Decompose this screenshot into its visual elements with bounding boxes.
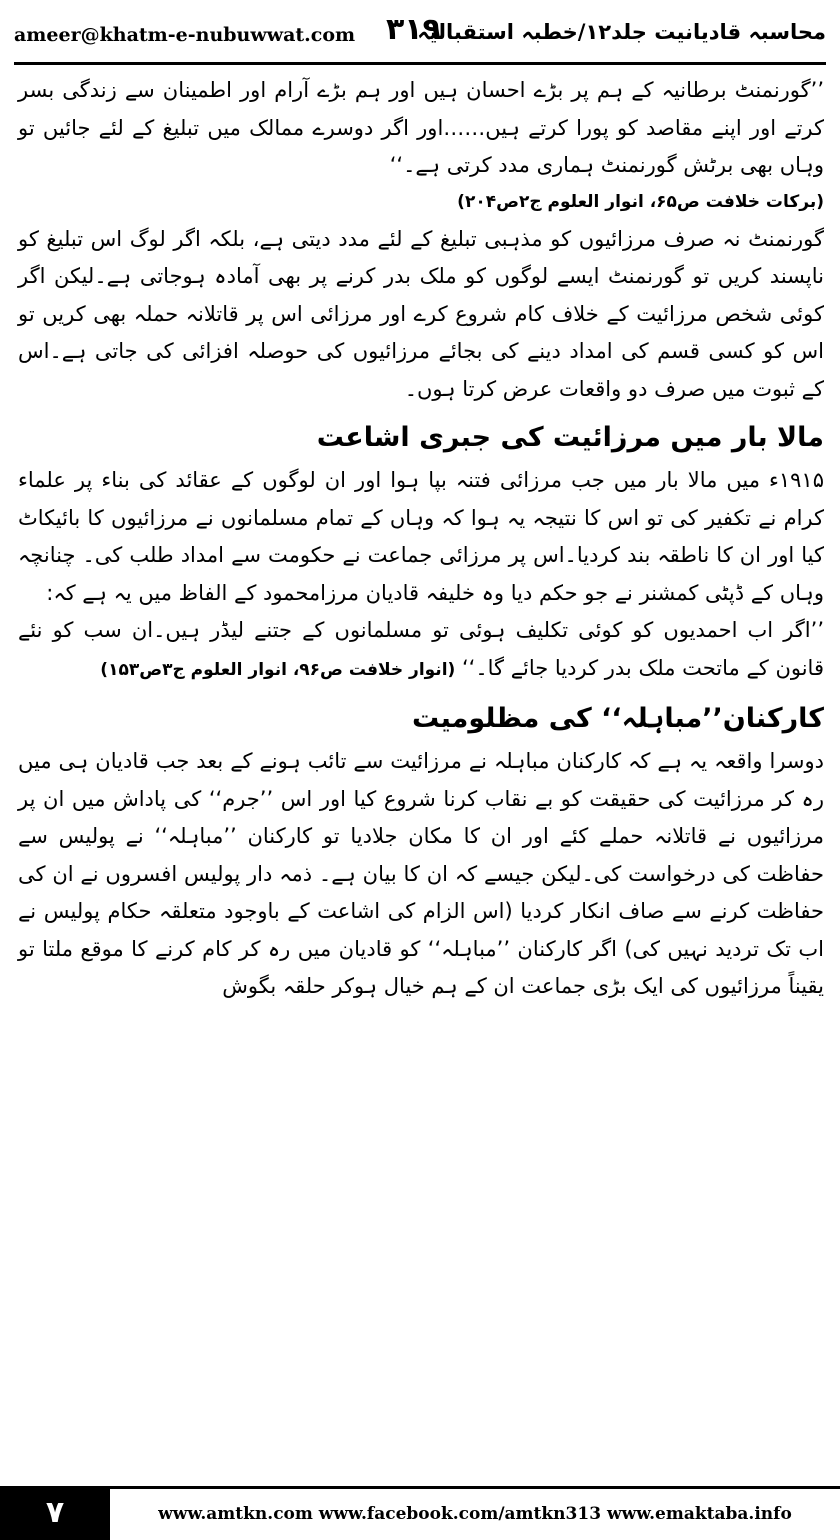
- header-rule: [14, 62, 826, 65]
- section-heading-1: مالا بار میں مرزائیت کی جبری اشاعت: [316, 422, 824, 453]
- body-paragraph-5: دوسرا واقعہ یہ ہے کہ کارکنان مباہلہ نے مرزائیت سے تائب ہونے کے بعد جب قادیان ہی میں رہ کر مرزائیت کی حقیقت کو بے نقاب کرنا شروع کیا اور اس ’’جرم‘‘ کی پاداش میں ان پر مرزائیوں نے قاتلانہ حملے کئے اور ان کا مکان جلادیا تو کارکنان ’’مباہلہ‘‘ نے پولیس سے حفاظت کی درخواست کی۔لیکن جیسے کہ ان کا بیان ہے۔ ذمہ دار پولیس افسروں نے ان کی حفاظت کرنے سے صاف انکار کردیا (اس الزام کی اشاعت کے باوجود متعلقہ حکام پولیس نے اب تک تردید نہیں کی) اگر کارکنان ’’مباہلہ‘‘ کو قادیان میں رہ کر کام کرنے کا موقع ملتا تو یقیناً مرزائیوں کی ایک بڑی جماعت ان کے ہم خیال ہوکر حلقہ بگوش: [18, 749, 824, 998]
- footer-links[interactable]: www.amtkn.com www.facebook.com/amtkn313 www.emaktaba.info: [110, 1486, 840, 1540]
- page-footer: [0, 1486, 840, 1540]
- quote-text-4: ’’اگر اب احمدیوں کو کوئی تکلیف ہوئی تو مسلمانوں کے جتنے لیڈر ہیں۔ان سب کو نئے قانون کے ماتحت ملک بدر کردیا جائے گا۔‘‘: [18, 618, 824, 680]
- quote-paragraph-1: ’’گورنمنٹ برطانیہ کے ہم پر بڑے احسان ہیں اور ہم بڑے آرام اور اطمینان سے زندگی بسر کرتے اور اپنے مقاصد کو پورا کرتے ہیں……اور اگر دوسرے ممالک میں تبلیغ کے لئے جائیں تو وہاں بھی برٹش گورنمنٹ ہماری مدد کرتی ہے۔‘‘: [18, 78, 824, 177]
- reference-2: (انوار خلافت ص۹۶، انوار العلوم ج۳ص۱۵۳): [100, 659, 456, 680]
- section-heading-2: کارکنان’’مباہلہ‘‘ کی مظلومیت: [412, 703, 824, 734]
- page-header: [14, 10, 826, 60]
- reference-1: (برکات خلافت ص۶۵، انوار العلوم ج۲ص۲۰۴): [457, 191, 824, 212]
- body-paragraph-3: ۱۹۱۵ء میں مالا بار میں جب مرزائی فتنہ بپا ہوا اور ان لوگوں کے عقائد کی بناء پر علماء کرام نے تکفیر کی تو اس کا نتیجہ یہ ہوا کہ وہاں کے تمام مسلمانوں نے مرزائیوں کا بائیکاٹ کیا اور ان کا ناطقہ بند کردیا۔اس پر مرزائی جماعت نے حکومت سے امداد طلب کی۔ چنانچہ وہاں کے ڈپٹی کمشنر نے جو حکم دیا وہ خلیفہ قادیان مرزامحمود کے الفاظ میں یہ ہے کہ:: [18, 468, 824, 605]
- footer-section-number: ۷: [0, 1486, 110, 1540]
- page-number: ۳۱۹: [386, 12, 441, 47]
- body-paragraph-2: گورنمنٹ نہ صرف مرزائیوں کو مذہبی تبلیغ کے لئے مدد دیتی ہے، بلکہ اگر لوگ اس تبلیغ کو ناپسند کریں تو گورنمنٹ ایسے لوگوں کو ملک بدر کرنے پر بھی آمادہ ہوجاتی ہے۔لیکن اگر کوئی شخص مرزائیت کے خلاف کام شروع کرے اور مرزائی اس پر قاتلانہ حملہ بھی کریں تو اس کو کسی قسم کی امداد دینے کی بجائے مرزائیوں کی حوصلہ افزائی کی جاتی ہے۔اس کے ثبوت میں صرف دو واقعات عرض کرتا ہوں۔: [18, 226, 824, 401]
- page-content: [18, 72, 824, 1006]
- header-email[interactable]: ameer@khatm-e-nubuwwat.com: [14, 24, 356, 46]
- book-title: محاسبہ قادیانیت جلد۱۲/خطبہ استقبالیہ: [417, 20, 826, 44]
- quote-paragraph-4: [18, 612, 824, 689]
